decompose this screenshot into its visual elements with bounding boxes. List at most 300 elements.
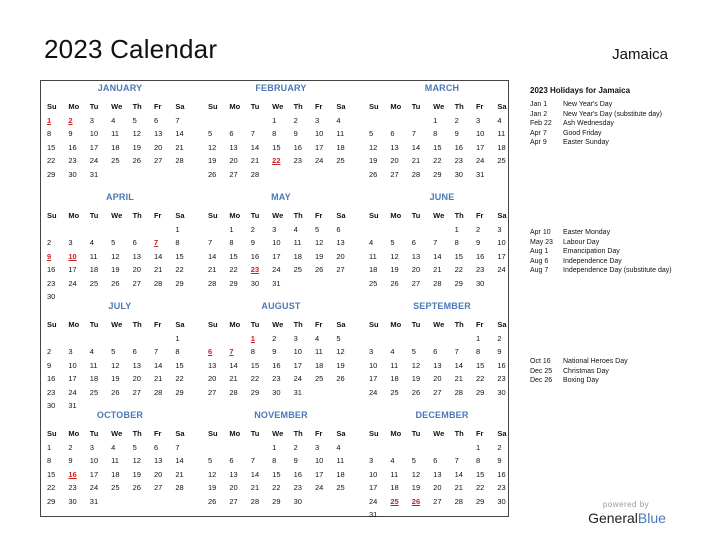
day-cell[interactable]: 20 bbox=[229, 156, 238, 165]
day-cell[interactable]: 8 bbox=[250, 347, 255, 356]
day-cell[interactable]: 9 bbox=[293, 456, 298, 465]
day-cell[interactable]: 12 bbox=[208, 142, 217, 152]
day-cell[interactable]: 29 bbox=[272, 496, 281, 506]
day-cell[interactable]: 25 bbox=[111, 483, 120, 492]
day-cell[interactable]: 9 bbox=[272, 347, 277, 356]
day-cell[interactable]: 6 bbox=[433, 456, 438, 465]
day-cell[interactable]: 18 bbox=[336, 142, 345, 152]
day-cell[interactable]: 21 bbox=[153, 374, 163, 383]
day-cell[interactable]: 19 bbox=[111, 374, 120, 383]
day-cell[interactable]: 24 bbox=[497, 265, 506, 274]
day-cell[interactable]: 28 bbox=[250, 169, 260, 179]
day-cell[interactable]: 24 bbox=[272, 265, 281, 274]
day-cell[interactable]: 11 bbox=[390, 360, 399, 370]
day-cell[interactable]: 24 bbox=[68, 387, 77, 397]
day-cell[interactable]: 25 bbox=[369, 278, 378, 288]
day-cell[interactable]: 6 bbox=[433, 347, 438, 356]
day-cell[interactable]: 3 bbox=[68, 238, 73, 247]
day-cell[interactable]: 28 bbox=[153, 387, 163, 397]
day-cell[interactable]: 7 bbox=[411, 129, 416, 138]
day-cell[interactable]: 10 bbox=[314, 456, 324, 465]
day-cell[interactable]: 14 bbox=[433, 251, 442, 261]
day-cell[interactable]: 12 bbox=[132, 129, 141, 138]
day-cell[interactable]: 2 bbox=[47, 238, 52, 247]
day-cell[interactable]: 21 bbox=[454, 374, 463, 383]
day-cell[interactable]: 6 bbox=[153, 115, 159, 125]
day-cell[interactable]: 1 bbox=[433, 115, 438, 125]
day-cell[interactable]: 2 bbox=[497, 442, 502, 452]
day-cell[interactable]: 25 bbox=[336, 483, 345, 492]
day-cell[interactable]: 13 bbox=[153, 129, 163, 138]
day-cell[interactable]: 12 bbox=[132, 456, 141, 465]
day-cell[interactable]: 26 bbox=[369, 169, 378, 179]
day-cell[interactable]: 4 bbox=[336, 115, 341, 125]
day-cell[interactable]: 13 bbox=[229, 469, 238, 479]
day-cell[interactable]: 26 bbox=[132, 483, 141, 492]
day-cell[interactable]: 25 bbox=[314, 374, 324, 383]
day-cell[interactable]: 3 bbox=[272, 224, 277, 234]
day-cell[interactable]: 29 bbox=[433, 169, 442, 179]
day-cell[interactable]: 7 bbox=[454, 456, 459, 465]
day-cell[interactable]: 23 bbox=[475, 265, 485, 274]
day-cell[interactable]: 6 bbox=[132, 238, 137, 247]
day-cell[interactable]: 22 bbox=[250, 374, 260, 383]
day-cell[interactable]: 19 bbox=[314, 251, 324, 261]
day-cell[interactable]: 9 bbox=[68, 129, 73, 138]
day-cell[interactable]: 19 bbox=[336, 360, 345, 370]
day-cell[interactable]: 7 bbox=[250, 456, 255, 465]
day-cell[interactable]: 25 bbox=[390, 387, 399, 397]
day-cell[interactable]: 13 bbox=[411, 251, 421, 261]
holiday-day-cell[interactable]: 23 bbox=[250, 265, 260, 274]
day-cell[interactable]: 11 bbox=[89, 251, 98, 261]
day-cell[interactable]: 18 bbox=[336, 469, 345, 479]
day-cell[interactable]: 15 bbox=[47, 469, 56, 479]
day-cell[interactable]: 25 bbox=[293, 265, 302, 274]
day-cell[interactable]: 9 bbox=[475, 238, 481, 247]
day-cell[interactable]: 23 bbox=[68, 156, 77, 165]
day-cell[interactable]: 18 bbox=[390, 483, 399, 492]
day-cell[interactable]: 26 bbox=[111, 387, 120, 397]
day-cell[interactable]: 23 bbox=[47, 387, 56, 397]
day-cell[interactable]: 21 bbox=[208, 265, 217, 274]
day-cell[interactable]: 24 bbox=[89, 483, 99, 492]
day-cell[interactable]: 17 bbox=[293, 360, 302, 370]
day-cell[interactable]: 9 bbox=[497, 347, 502, 356]
day-cell[interactable]: 26 bbox=[208, 169, 217, 179]
day-cell[interactable]: 27 bbox=[208, 387, 217, 397]
day-cell[interactable]: 1 bbox=[175, 224, 180, 234]
day-cell[interactable]: 18 bbox=[89, 265, 99, 274]
day-cell[interactable]: 8 bbox=[47, 129, 52, 138]
day-cell[interactable]: 28 bbox=[454, 496, 463, 506]
day-cell[interactable]: 31 bbox=[89, 496, 99, 506]
day-cell[interactable]: 12 bbox=[411, 360, 421, 370]
day-cell[interactable]: 17 bbox=[68, 265, 77, 274]
day-cell[interactable]: 14 bbox=[250, 469, 260, 479]
day-cell[interactable]: 20 bbox=[433, 374, 442, 383]
day-cell[interactable]: 19 bbox=[208, 156, 217, 165]
day-cell[interactable]: 5 bbox=[208, 456, 213, 465]
day-cell[interactable]: 8 bbox=[475, 456, 481, 465]
day-cell[interactable]: 26 bbox=[411, 387, 421, 397]
day-cell[interactable]: 17 bbox=[497, 251, 506, 261]
day-cell[interactable]: 15 bbox=[47, 142, 56, 152]
day-cell[interactable]: 5 bbox=[132, 442, 137, 452]
day-cell[interactable]: 13 bbox=[132, 251, 141, 261]
day-cell[interactable]: 3 bbox=[497, 224, 502, 234]
day-cell[interactable]: 8 bbox=[175, 347, 180, 356]
day-cell[interactable]: 1 bbox=[272, 442, 277, 452]
day-cell[interactable]: 27 bbox=[390, 169, 399, 179]
day-cell[interactable]: 21 bbox=[153, 265, 163, 274]
day-cell[interactable]: 4 bbox=[89, 238, 94, 247]
day-cell[interactable]: 24 bbox=[369, 496, 378, 506]
holiday-day-cell[interactable]: 25 bbox=[390, 496, 399, 506]
day-cell[interactable]: 19 bbox=[208, 483, 217, 492]
day-cell[interactable]: 8 bbox=[475, 347, 481, 356]
day-cell[interactable]: 21 bbox=[433, 265, 442, 274]
day-cell[interactable]: 13 bbox=[153, 456, 163, 465]
day-cell[interactable]: 17 bbox=[314, 469, 324, 479]
day-cell[interactable]: 21 bbox=[229, 374, 238, 383]
day-cell[interactable]: 20 bbox=[208, 374, 217, 383]
day-cell[interactable]: 15 bbox=[433, 142, 442, 152]
day-cell[interactable]: 24 bbox=[475, 156, 485, 165]
day-cell[interactable]: 4 bbox=[369, 238, 374, 247]
day-cell[interactable]: 15 bbox=[229, 251, 238, 261]
day-cell[interactable]: 31 bbox=[293, 387, 302, 397]
day-cell[interactable]: 12 bbox=[208, 469, 217, 479]
day-cell[interactable]: 20 bbox=[433, 483, 442, 492]
day-cell[interactable]: 11 bbox=[369, 251, 377, 261]
day-cell[interactable]: 15 bbox=[250, 360, 260, 370]
day-cell[interactable]: 8 bbox=[433, 129, 438, 138]
day-cell[interactable]: 18 bbox=[390, 374, 399, 383]
day-cell[interactable]: 22 bbox=[475, 483, 485, 492]
day-cell[interactable]: 19 bbox=[132, 469, 141, 479]
day-cell[interactable]: 28 bbox=[433, 278, 442, 288]
day-cell[interactable]: 4 bbox=[390, 456, 395, 465]
day-cell[interactable]: 26 bbox=[314, 265, 324, 274]
day-cell[interactable]: 20 bbox=[132, 265, 141, 274]
day-cell[interactable]: 30 bbox=[47, 401, 56, 410]
day-cell[interactable]: 12 bbox=[369, 142, 378, 152]
day-cell[interactable]: 5 bbox=[314, 224, 320, 234]
day-cell[interactable]: 4 bbox=[293, 224, 298, 234]
day-cell[interactable]: 15 bbox=[475, 469, 485, 479]
day-cell[interactable]: 8 bbox=[272, 129, 277, 138]
day-cell[interactable]: 27 bbox=[132, 278, 141, 288]
day-cell[interactable]: 29 bbox=[475, 496, 485, 506]
day-cell[interactable]: 10 bbox=[89, 129, 99, 138]
day-cell[interactable]: 1 bbox=[47, 442, 52, 452]
day-cell[interactable]: 30 bbox=[497, 496, 506, 506]
day-cell[interactable]: 22 bbox=[272, 483, 281, 492]
day-cell[interactable]: 31 bbox=[68, 401, 77, 410]
day-cell[interactable]: 13 bbox=[433, 360, 442, 370]
day-cell[interactable]: 30 bbox=[475, 278, 485, 288]
day-cell[interactable]: 28 bbox=[175, 483, 184, 492]
holiday-day-cell[interactable]: 1 bbox=[250, 333, 255, 343]
day-cell[interactable]: 21 bbox=[250, 156, 260, 165]
day-cell[interactable]: 23 bbox=[497, 374, 506, 383]
day-cell[interactable]: 13 bbox=[390, 142, 399, 152]
day-cell[interactable]: 7 bbox=[175, 115, 180, 125]
day-cell[interactable]: 20 bbox=[153, 142, 163, 152]
day-cell[interactable]: 30 bbox=[68, 496, 77, 506]
day-cell[interactable]: 4 bbox=[111, 115, 116, 125]
day-cell[interactable]: 18 bbox=[111, 142, 120, 152]
day-cell[interactable]: 11 bbox=[336, 456, 345, 465]
day-cell[interactable]: 5 bbox=[111, 238, 116, 247]
day-cell[interactable]: 10 bbox=[89, 456, 99, 465]
day-cell[interactable]: 27 bbox=[229, 496, 238, 506]
holiday-day-cell[interactable]: 26 bbox=[411, 496, 421, 506]
day-cell[interactable]: 27 bbox=[433, 387, 442, 397]
day-cell[interactable]: 5 bbox=[411, 456, 416, 465]
day-cell[interactable]: 12 bbox=[390, 251, 399, 261]
holiday-day-cell[interactable]: 16 bbox=[68, 469, 77, 479]
day-cell[interactable]: 25 bbox=[89, 387, 99, 397]
day-cell[interactable]: 20 bbox=[153, 469, 163, 479]
day-cell[interactable]: 30 bbox=[47, 292, 56, 301]
day-cell[interactable]: 11 bbox=[293, 238, 302, 247]
day-cell[interactable]: 9 bbox=[497, 456, 502, 465]
day-cell[interactable]: 22 bbox=[454, 265, 463, 274]
day-cell[interactable]: 3 bbox=[293, 333, 298, 343]
day-cell[interactable]: 16 bbox=[47, 265, 56, 274]
brand-logo[interactable] bbox=[586, 510, 668, 526]
day-cell[interactable]: 23 bbox=[272, 374, 281, 383]
day-cell[interactable]: 2 bbox=[272, 333, 277, 343]
day-cell[interactable]: 7 bbox=[433, 238, 438, 247]
day-cell[interactable]: 8 bbox=[229, 238, 234, 247]
day-cell[interactable]: 10 bbox=[475, 129, 485, 138]
day-cell[interactable]: 12 bbox=[111, 360, 120, 370]
day-cell[interactable]: 14 bbox=[411, 142, 421, 152]
day-cell[interactable]: 16 bbox=[250, 251, 260, 261]
day-cell[interactable]: 6 bbox=[153, 442, 159, 452]
day-cell[interactable]: 16 bbox=[497, 360, 506, 370]
day-cell[interactable]: 25 bbox=[497, 156, 506, 165]
day-cell[interactable]: 10 bbox=[369, 469, 378, 479]
day-cell[interactable]: 10 bbox=[314, 129, 324, 138]
day-cell[interactable]: 24 bbox=[314, 483, 324, 492]
day-cell[interactable]: 29 bbox=[229, 278, 238, 288]
day-cell[interactable]: 18 bbox=[89, 374, 99, 383]
day-cell[interactable]: 23 bbox=[293, 156, 302, 165]
day-cell[interactable]: 6 bbox=[336, 224, 341, 234]
day-cell[interactable]: 27 bbox=[153, 483, 163, 492]
day-cell[interactable]: 9 bbox=[454, 129, 459, 138]
day-cell[interactable]: 15 bbox=[475, 360, 485, 370]
day-cell[interactable]: 5 bbox=[369, 129, 374, 138]
day-cell[interactable]: 20 bbox=[390, 156, 399, 165]
day-cell[interactable]: 19 bbox=[411, 374, 421, 383]
day-cell[interactable]: 17 bbox=[89, 142, 99, 152]
day-cell[interactable]: 20 bbox=[411, 265, 421, 274]
day-cell[interactable]: 16 bbox=[475, 251, 485, 261]
day-cell[interactable]: 26 bbox=[208, 496, 217, 506]
day-cell[interactable]: 1 bbox=[229, 224, 234, 234]
holiday-day-cell[interactable]: 2 bbox=[68, 115, 73, 125]
holiday-day-cell[interactable]: 10 bbox=[68, 251, 77, 261]
day-cell[interactable]: 16 bbox=[68, 142, 77, 152]
day-cell[interactable]: 29 bbox=[454, 278, 463, 288]
day-cell[interactable]: 27 bbox=[229, 169, 238, 179]
day-cell[interactable]: 16 bbox=[497, 469, 506, 479]
day-cell[interactable]: 14 bbox=[153, 360, 163, 370]
day-cell[interactable]: 2 bbox=[454, 115, 459, 125]
day-cell[interactable]: 2 bbox=[47, 347, 52, 356]
day-cell[interactable]: 17 bbox=[68, 374, 77, 383]
day-cell[interactable]: 28 bbox=[454, 387, 463, 397]
day-cell[interactable]: 29 bbox=[47, 169, 56, 179]
day-cell[interactable]: 13 bbox=[336, 238, 345, 247]
day-cell[interactable]: 28 bbox=[229, 387, 238, 397]
day-cell[interactable]: 24 bbox=[89, 156, 99, 165]
day-cell[interactable]: 27 bbox=[336, 265, 345, 274]
day-cell[interactable]: 19 bbox=[390, 265, 399, 274]
day-cell[interactable]: 10 bbox=[293, 347, 302, 356]
day-cell[interactable]: 14 bbox=[153, 251, 163, 261]
day-cell[interactable]: 28 bbox=[250, 496, 260, 506]
day-cell[interactable]: 11 bbox=[390, 469, 399, 479]
day-cell[interactable]: 7 bbox=[454, 347, 459, 356]
day-cell[interactable]: 24 bbox=[314, 156, 324, 165]
day-cell[interactable]: 13 bbox=[132, 360, 141, 370]
day-cell[interactable]: 16 bbox=[293, 142, 302, 152]
day-cell[interactable]: 26 bbox=[336, 374, 345, 383]
day-cell[interactable]: 4 bbox=[314, 333, 320, 343]
day-cell[interactable]: 24 bbox=[369, 387, 378, 397]
day-cell[interactable]: 13 bbox=[229, 142, 238, 152]
day-cell[interactable]: 2 bbox=[68, 442, 73, 452]
day-cell[interactable]: 28 bbox=[411, 169, 421, 179]
day-cell[interactable]: 14 bbox=[175, 129, 184, 138]
holiday-day-cell[interactable]: 22 bbox=[272, 156, 281, 165]
day-cell[interactable]: 11 bbox=[111, 129, 119, 138]
day-cell[interactable]: 18 bbox=[369, 265, 378, 274]
holiday-day-cell[interactable]: 7 bbox=[229, 347, 234, 356]
day-cell[interactable]: 29 bbox=[175, 387, 184, 397]
day-cell[interactable]: 22 bbox=[47, 156, 56, 165]
day-cell[interactable]: 14 bbox=[229, 360, 238, 370]
day-cell[interactable]: 25 bbox=[89, 278, 99, 288]
day-cell[interactable]: 17 bbox=[89, 469, 99, 479]
day-cell[interactable]: 9 bbox=[250, 238, 255, 247]
day-cell[interactable]: 18 bbox=[111, 469, 120, 479]
day-cell[interactable]: 21 bbox=[250, 483, 260, 492]
day-cell[interactable]: 8 bbox=[175, 238, 180, 247]
day-cell[interactable]: 30 bbox=[272, 387, 281, 397]
day-cell[interactable]: 19 bbox=[411, 483, 421, 492]
day-cell[interactable]: 4 bbox=[497, 115, 502, 125]
day-cell[interactable]: 5 bbox=[132, 115, 137, 125]
day-cell[interactable]: 2 bbox=[293, 115, 298, 125]
day-cell[interactable]: 22 bbox=[175, 265, 184, 274]
day-cell[interactable]: 2 bbox=[293, 442, 298, 452]
day-cell[interactable]: 12 bbox=[111, 251, 120, 261]
day-cell[interactable]: 21 bbox=[175, 469, 184, 479]
day-cell[interactable]: 8 bbox=[47, 456, 52, 465]
day-cell[interactable]: 3 bbox=[369, 347, 374, 356]
day-cell[interactable]: 29 bbox=[47, 496, 56, 506]
day-cell[interactable]: 1 bbox=[272, 115, 277, 125]
day-cell[interactable]: 16 bbox=[454, 142, 463, 152]
day-cell[interactable]: 10 bbox=[68, 360, 77, 370]
day-cell[interactable]: 7 bbox=[175, 442, 180, 452]
day-cell[interactable]: 20 bbox=[229, 483, 238, 492]
day-cell[interactable]: 26 bbox=[390, 278, 399, 288]
day-cell[interactable]: 24 bbox=[68, 278, 77, 288]
day-cell[interactable]: 4 bbox=[336, 442, 341, 452]
day-cell[interactable]: 15 bbox=[175, 360, 184, 370]
day-cell[interactable]: 20 bbox=[132, 374, 141, 383]
day-cell[interactable]: 14 bbox=[175, 456, 184, 465]
day-cell[interactable]: 1 bbox=[175, 333, 180, 343]
day-cell[interactable]: 10 bbox=[272, 238, 281, 247]
day-cell[interactable]: 1 bbox=[475, 333, 481, 343]
day-cell[interactable]: 18 bbox=[293, 251, 302, 261]
day-cell[interactable]: 20 bbox=[336, 251, 345, 261]
day-cell[interactable]: 23 bbox=[68, 483, 77, 492]
day-cell[interactable]: 15 bbox=[175, 251, 184, 261]
day-cell[interactable]: 24 bbox=[293, 374, 302, 383]
day-cell[interactable]: 8 bbox=[272, 456, 277, 465]
day-cell[interactable]: 7 bbox=[153, 347, 159, 356]
day-cell[interactable]: 30 bbox=[293, 496, 302, 506]
day-cell[interactable]: 1 bbox=[454, 224, 459, 234]
day-cell[interactable]: 11 bbox=[497, 129, 506, 138]
holiday-day-cell[interactable]: 1 bbox=[47, 115, 52, 125]
day-cell[interactable]: 2 bbox=[475, 224, 481, 234]
day-cell[interactable]: 2 bbox=[497, 333, 502, 343]
day-cell[interactable]: 12 bbox=[411, 469, 421, 479]
day-cell[interactable]: 19 bbox=[132, 142, 141, 152]
day-cell[interactable]: 2 bbox=[250, 224, 255, 234]
day-cell[interactable]: 5 bbox=[208, 129, 213, 138]
day-cell[interactable]: 17 bbox=[369, 483, 378, 492]
day-cell[interactable]: 19 bbox=[369, 156, 378, 165]
day-cell[interactable]: 14 bbox=[208, 251, 217, 261]
day-cell[interactable]: 23 bbox=[497, 483, 506, 492]
holiday-day-cell[interactable]: 9 bbox=[47, 251, 52, 261]
day-cell[interactable]: 29 bbox=[475, 387, 485, 397]
day-cell[interactable]: 30 bbox=[497, 387, 506, 397]
day-cell[interactable]: 9 bbox=[68, 456, 73, 465]
day-cell[interactable]: 31 bbox=[475, 169, 485, 179]
day-cell[interactable]: 12 bbox=[314, 238, 324, 247]
day-cell[interactable]: 29 bbox=[175, 278, 184, 288]
day-cell[interactable]: 25 bbox=[336, 156, 345, 165]
day-cell[interactable]: 15 bbox=[272, 469, 281, 479]
day-cell[interactable]: 9 bbox=[47, 360, 52, 370]
day-cell[interactable]: 23 bbox=[293, 483, 302, 492]
day-cell[interactable]: 17 bbox=[314, 142, 324, 152]
day-cell[interactable]: 10 bbox=[369, 360, 378, 370]
day-cell[interactable]: 13 bbox=[433, 469, 442, 479]
day-cell[interactable]: 17 bbox=[272, 251, 281, 261]
day-cell[interactable]: 18 bbox=[314, 360, 324, 370]
day-cell[interactable]: 7 bbox=[208, 238, 213, 247]
day-cell[interactable]: 6 bbox=[390, 129, 395, 138]
day-cell[interactable]: 28 bbox=[153, 278, 163, 288]
holiday-day-cell[interactable]: 7 bbox=[153, 238, 159, 247]
day-cell[interactable]: 7 bbox=[250, 129, 255, 138]
day-cell[interactable]: 23 bbox=[454, 156, 463, 165]
